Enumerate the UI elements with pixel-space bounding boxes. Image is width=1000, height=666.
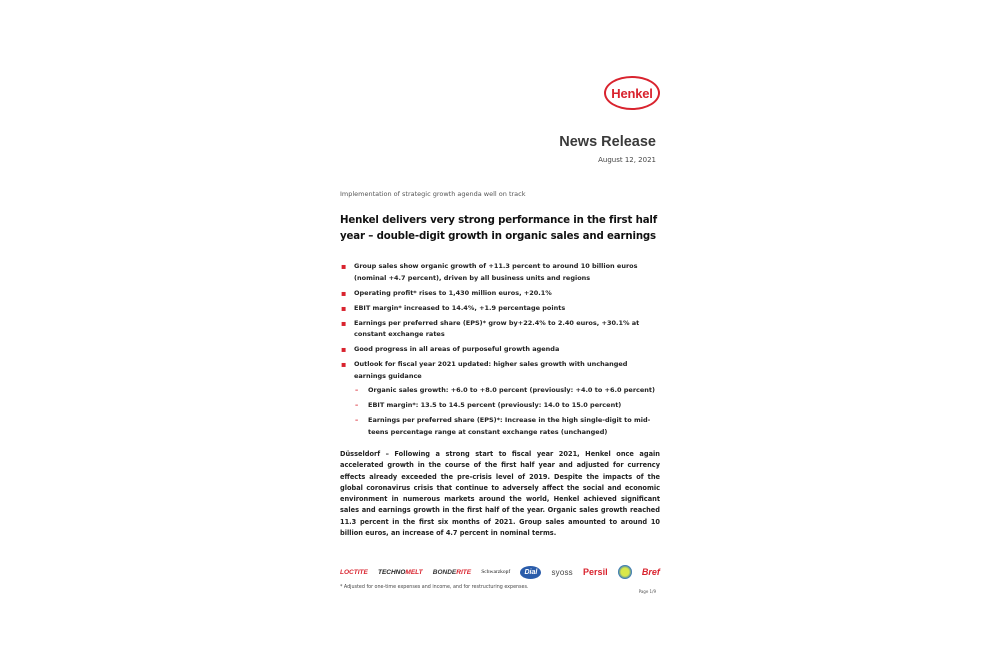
highlight-item	[340, 288, 660, 300]
highlight-text: Outlook for fiscal year 2021 updated: higher sales growth with unchanged earnings guidance	[354, 360, 628, 380]
highlight-item	[340, 344, 660, 356]
technomelt-logo: TECHNOMELT	[377, 568, 423, 576]
henkel-logo	[604, 76, 660, 110]
outlook-item	[354, 385, 660, 397]
footnote: * Adjusted for one-time expenses and income, and for restructuring expenses.	[340, 585, 529, 590]
kicker-subtitle: Implementation of strategic growth agenda well on track	[340, 190, 526, 198]
dash-icon: –	[355, 416, 359, 424]
highlight-text: Good progress in all areas of purposeful growth agenda	[354, 345, 560, 353]
outlook-item	[354, 415, 660, 438]
bullet-icon: ▪	[341, 303, 347, 313]
bullet-icon: ▪	[341, 360, 347, 369]
body-paragraph: Düsseldorf – Following a strong start to fiscal year 2021, Henkel once again accelerated growth in the course of the first half year and adjusted for currency effects already exceeded the pre-crisis level of 2019. Despite the impacts of the global coronavirus crisis that continue to adversely affect the social and economic environment in numerous markets around the world, Henkel achieved significant sales and earnings growth in the first half of the year. Organic sales growth reached 11.3 percent in the first six months of 2021. Group sales amounted to around 10 billion euros, an increase of 4.7 percent in nominal terms.	[340, 450, 660, 538]
outlook-text: Earnings per preferred share (EPS)*: Increase in the high single-digit to mid-teens percentage range at constant exchange rates (unchanged)	[368, 416, 651, 436]
document-type-title: News Release	[559, 134, 656, 150]
highlight-text: Earnings per preferred share (EPS)* grow by+22.4% to 2.40 euros, +30.1% at constant exchange rates	[354, 318, 640, 338]
loctite-logo: LOCTITE	[340, 568, 368, 576]
highlight-text: Operating profit* rises to 1,430 million euros, +20.1%	[354, 288, 552, 297]
bullet-icon: ▪	[341, 345, 347, 354]
persil-logo: Persil	[583, 567, 608, 577]
bonderite-logo: BONDERITE	[432, 568, 472, 576]
page-number: Page 1/9	[638, 589, 656, 594]
bref-logo: Bref	[641, 567, 660, 577]
outlook-item	[354, 400, 660, 412]
highlight-text: Group sales show organic growth of +11.3 percent to around 10 billion euros (nominal +4.7 percent), driven by all business units and regions	[354, 262, 638, 282]
logo-text: Henkel	[611, 85, 653, 101]
outlook-text: Organic sales growth: +6.0 to +8.0 percent (previously: +4.0 to +6.0 percent)	[368, 386, 656, 394]
dash-icon: –	[355, 401, 359, 409]
outlook-text: EBIT margin*: 13.5 to 14.5 percent (previously: 14.0 to 15.0 percent)	[368, 401, 622, 409]
syoss-logo: syoss	[551, 567, 573, 577]
all-logo-icon	[618, 565, 632, 579]
highlights-list	[340, 261, 660, 442]
dash-icon: –	[355, 386, 359, 394]
highlight-item-outlook	[340, 359, 660, 438]
highlight-item	[340, 318, 660, 341]
bullet-icon: ▪	[341, 318, 347, 328]
highlight-text: EBIT margin* increased to 14.4%, +1.9 percentage points	[354, 303, 566, 312]
headline: Henkel delivers very strong performance in the first half year – double-digit growth in organic sales and earnings	[340, 215, 658, 242]
brand-logos-row	[340, 563, 660, 581]
outlook-sublist	[354, 385, 660, 438]
highlight-item	[340, 303, 660, 315]
document-page	[340, 0, 660, 666]
release-date: August 12, 2021	[598, 156, 656, 164]
bullet-icon: ▪	[341, 262, 347, 271]
bullet-icon: ▪	[341, 288, 347, 298]
dial-logo: Dial	[520, 566, 541, 579]
schwarzkopf-logo: Schwarzkopf	[481, 569, 511, 575]
highlight-item	[340, 261, 660, 284]
